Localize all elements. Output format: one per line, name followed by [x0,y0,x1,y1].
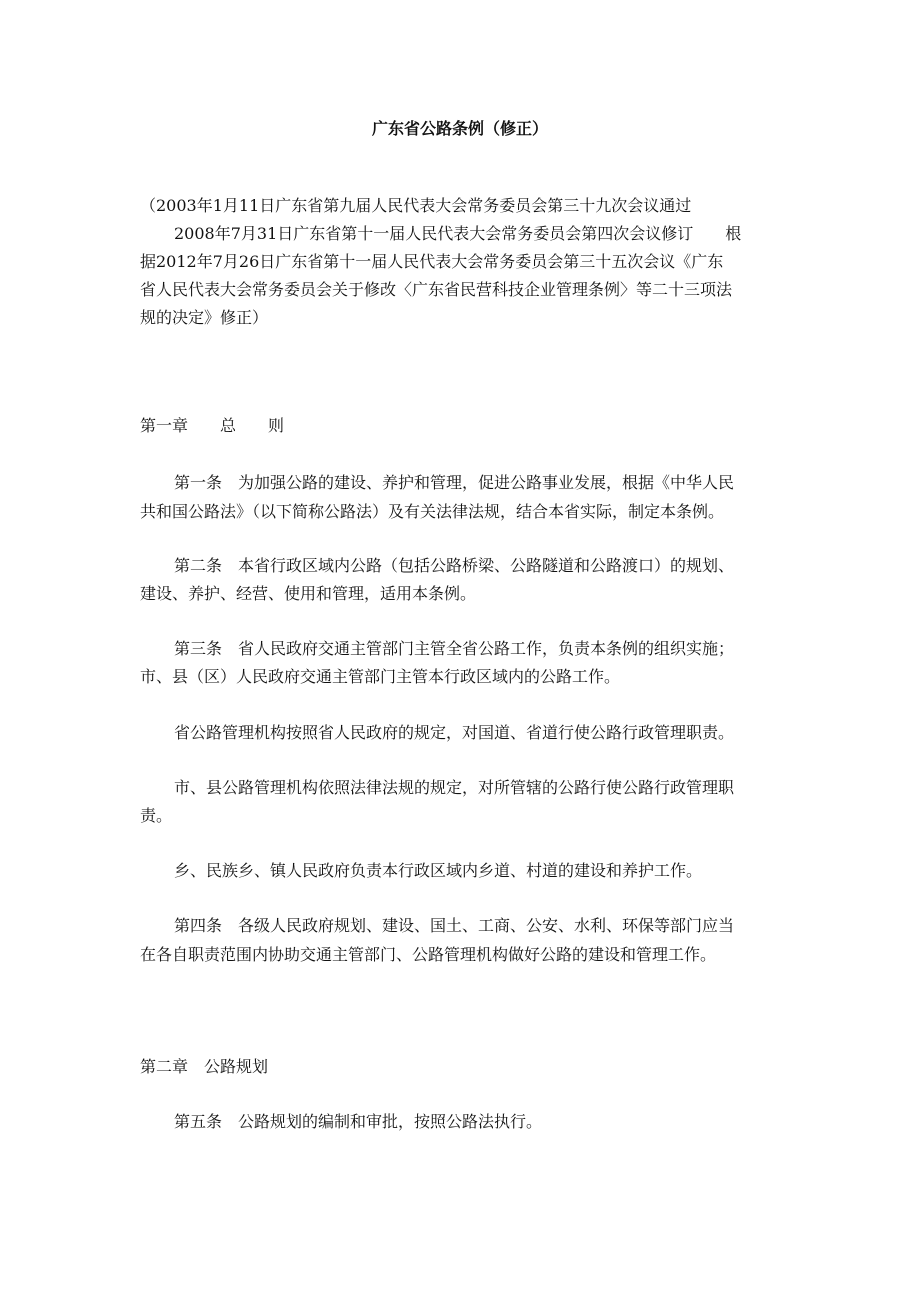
article-line: 省公路管理机构按照省人民政府的规定，对国道、省道行使公路行政管理职责。 [174,723,735,742]
article-line: 第二条 本省行政区域内公路（包括公路桥梁、公路隧道和公路渡口）的规划、 [174,556,735,575]
article-line: 第五条 公路规划的编制和审批，按照公路法执行。 [174,1112,543,1131]
intro-line: （2003年1月11日广东省第九届人民代表大会常务委员会第三十九次会议通过 [140,196,692,215]
article-line: 第一条 为加强公路的建设、养护和管理，促进公路事业发展，根据《中华人民 [174,473,735,492]
article-line: 第四条 各级人民政府规划、建设、国土、工商、公安、水利、环保等部门应当 [174,916,735,935]
chapter-heading: 第一章 总 则 [140,416,285,435]
chapter-heading: 第二章 公路规划 [140,1057,269,1076]
article-line: 建设、养护、经营、使用和管理，适用本条例。 [140,584,477,603]
article-line: 市、县（区）人民政府交通主管部门主管本行政区域内的公路工作。 [140,667,621,686]
article-line: 在各自职责范围内协助交通主管部门、公路管理机构做好公路的建设和管理工作。 [140,945,717,964]
article-line: 市、县公路管理机构依照法律法规的规定，对所管辖的公路行使公路行政管理职 [174,778,735,797]
article-line: 责。 [140,806,173,825]
intro-line: 2008年7月31日广东省第十一届人民代表大会常务委员会第四次会议修订 根 [174,224,742,243]
article-line: 第三条 省人民政府交通主管部门主管全省公路工作，负责本条例的组织实施； [174,639,735,658]
page-title: 广东省公路条例（修正） [371,119,548,138]
intro-line: 规的决定》修正） [140,308,269,327]
intro-line: 省人民代表大会常务委员会关于修改〈广东省民营科技企业管理条例〉等二十三项法 [140,280,733,299]
article-line: 共和国公路法》（以下简称公路法）及有关法律法规，结合本省实际，制定本条例。 [140,502,725,521]
article-line: 乡、民族乡、镇人民政府负责本行政区域内乡道、村道的建设和养护工作。 [174,861,703,880]
intro-line: 据2012年7月26日广东省第十一届人民代表大会常务委员会第三十五次会议《广东 [140,252,724,271]
